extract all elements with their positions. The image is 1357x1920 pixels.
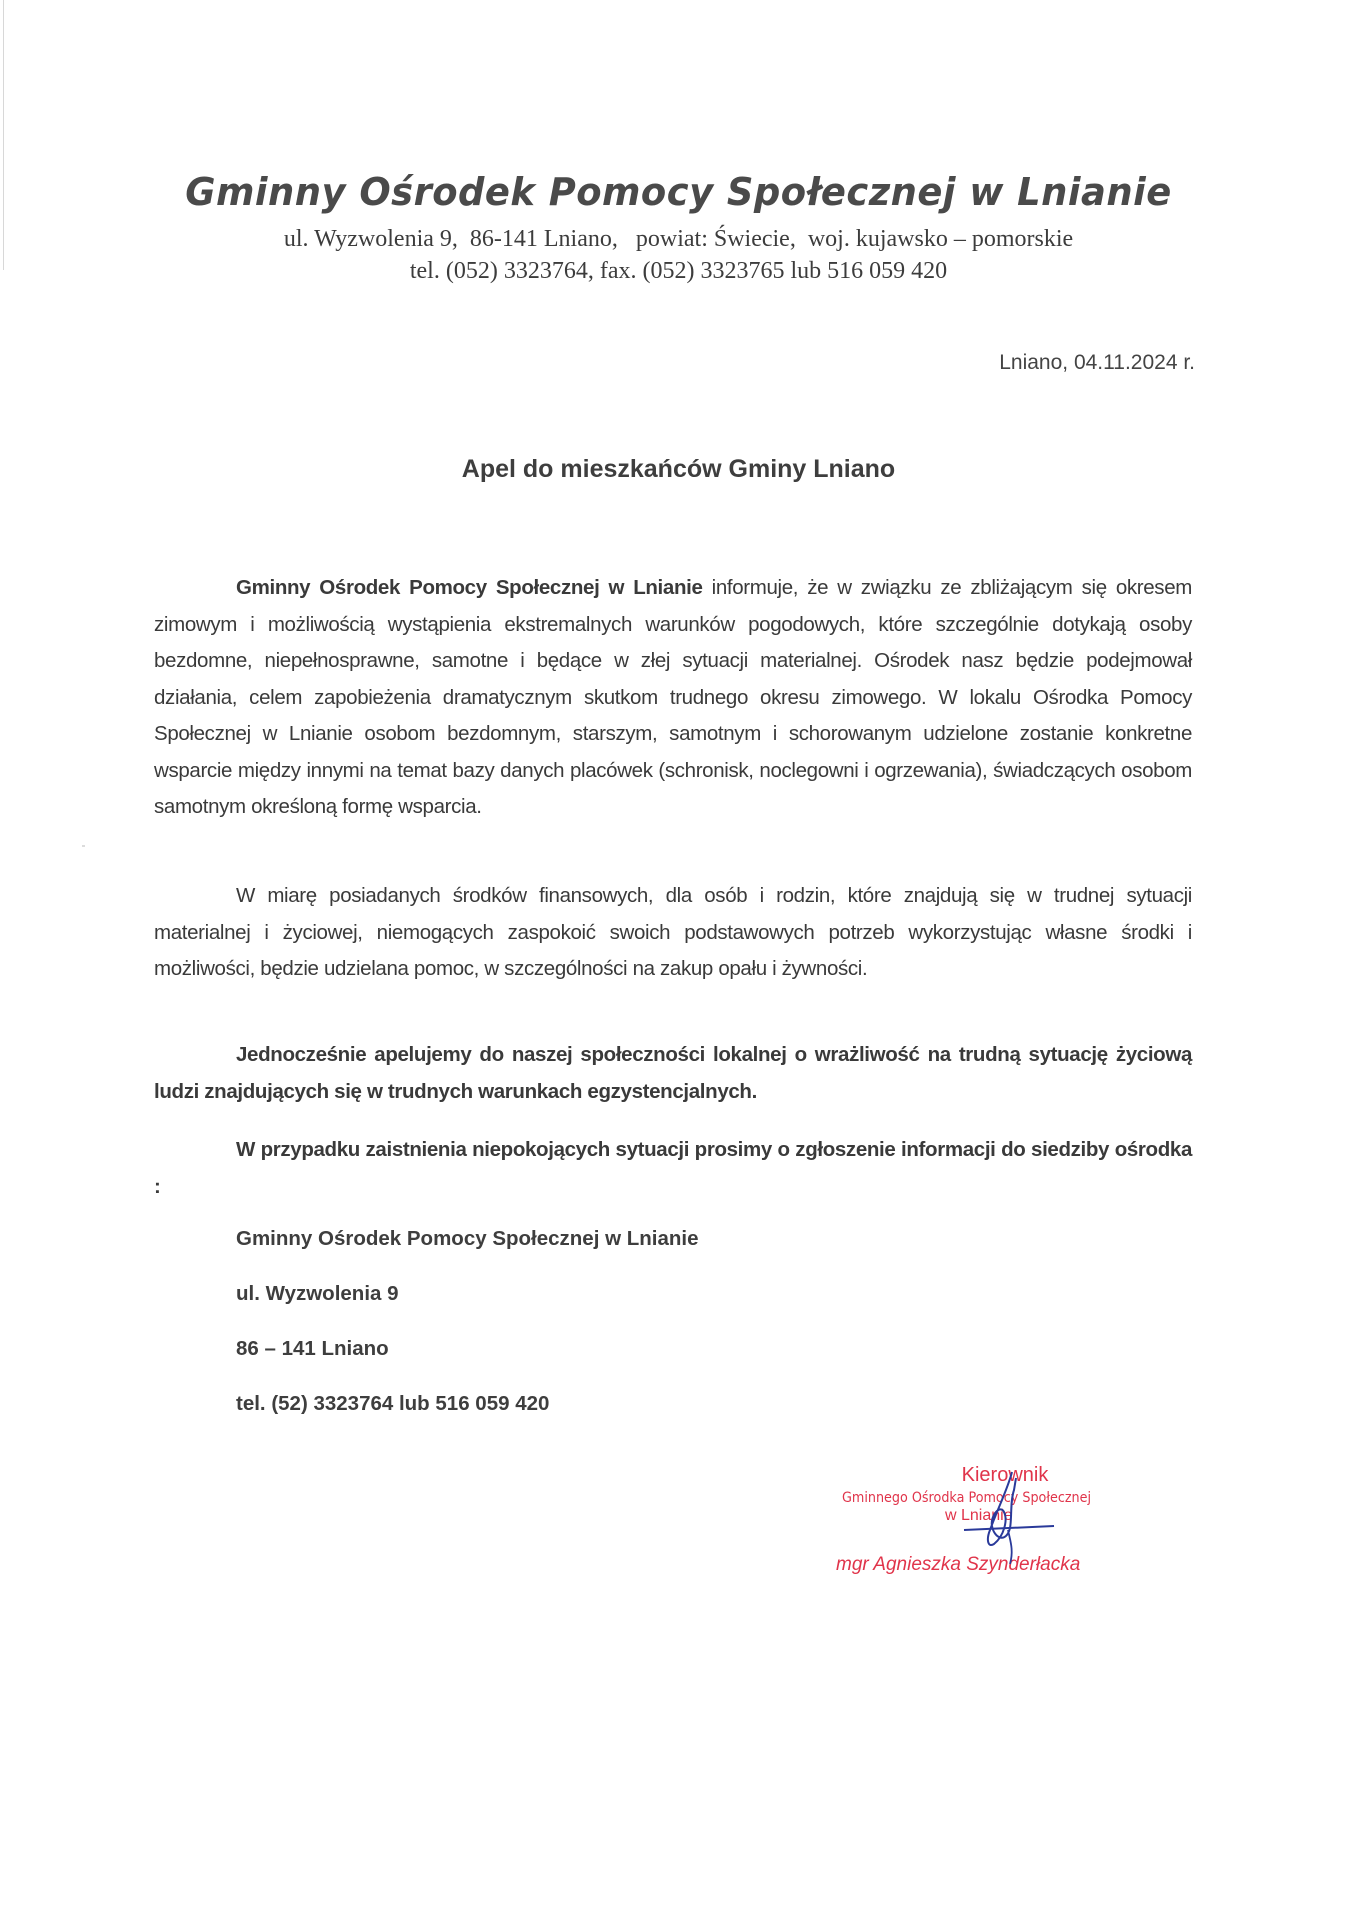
paragraph-1 [154, 570, 1192, 826]
letterhead-organization: Gminny Ośrodek Pomocy Społecznej w Lnianie [185, 170, 1172, 214]
paragraph-2-text: W miarę posiadanych środków finansowych, dla osób i rodzin, które znajdują się w trudnej sytuacji materialnej i życiowej, niemogących zaspokoić swoich podstawowych potrzeb wykorzystując własne środki i możliwości, będzie udzielana pomoc, w szczególności na zakup opału i żywności. [154, 884, 1192, 980]
paragraph-2 [154, 878, 1192, 988]
document-title: Apel do mieszkańców Gminy Lniano [461, 455, 896, 483]
letterhead-contact: tel. (052) 3323764, fax. (052) 3323765 lub 516 059 420 [409, 258, 948, 284]
signature-stroke [988, 1472, 1016, 1545]
stamp-title: Kierownik [961, 1464, 1049, 1486]
paragraph-3-text: Jednocześnie apelujemy do naszej społeczności lokalnej o wrażliwość na trudną sytuację życiową ludzi znajdujących się w trudnych warunkach egzystencjalnych. [154, 1043, 1192, 1103]
paragraph-4-text: W przypadku zaistnienia niepokojących sytuacji prosimy o zgłoszenie informacji do siedziby ośrodka : [154, 1138, 1192, 1198]
signature-tail-stroke [1008, 1530, 1012, 1564]
stamp-location: w Lnianie [945, 1507, 1013, 1524]
paragraph-4 [154, 1132, 1192, 1205]
contact-street: ul. Wyzwolenia 9 [236, 1282, 399, 1305]
stamp-organization: Gminnego Ośrodka Pomocy Społecznej [842, 1490, 1092, 1506]
paragraph-3 [154, 1037, 1192, 1110]
stamp-name: mgr Agnieszka Szynderłacka [836, 1554, 1081, 1575]
contact-name: Gminny Ośrodek Pomocy Społecznej w Lnianie [236, 1227, 699, 1250]
paragraph-1-lead: Gminny Ośrodek Pomocy Społecznej w Lnianie [236, 576, 703, 599]
handwritten-signature [950, 1468, 1060, 1568]
paragraph-1-text: informuje, że w związku ze zbliżającym się okresem zimowym i możliwością wystąpienia ekstremalnych warunków pogodowych, które szczególnie dotykają osoby bezdomne, niepełnosprawne, samotne i będące w złej sytuacji materialnej. Ośrodek nasz będzie podejmował działania, celem zapobieżenia dramatycznym skutkom trudnego okresu zimowego. W lokalu Ośrodka Pomocy Społecznej w Lnianie osobom bezdomnym, starszym, samotnym i schorowanym udzielone zostanie konkretne wsparcie między innymi na temat bazy danych placówek (schronisk, noclegowni i ogrzewania), świadczących osobom samotnym określoną formę wsparcia. [154, 576, 1192, 818]
contact-postal: 86 – 141 Lniano [236, 1337, 389, 1360]
contact-phone: tel. (52) 3323764 lub 516 059 420 [236, 1392, 550, 1415]
scan-dust-mark [82, 845, 85, 847]
letter-date: Lniano, 04.11.2024 r. [999, 351, 1195, 374]
letterhead-address: ul. Wyzwolenia 9, 86-141 Lniano, powiat: Świecie, woj. kujawsko – pomorskie [283, 226, 1074, 252]
